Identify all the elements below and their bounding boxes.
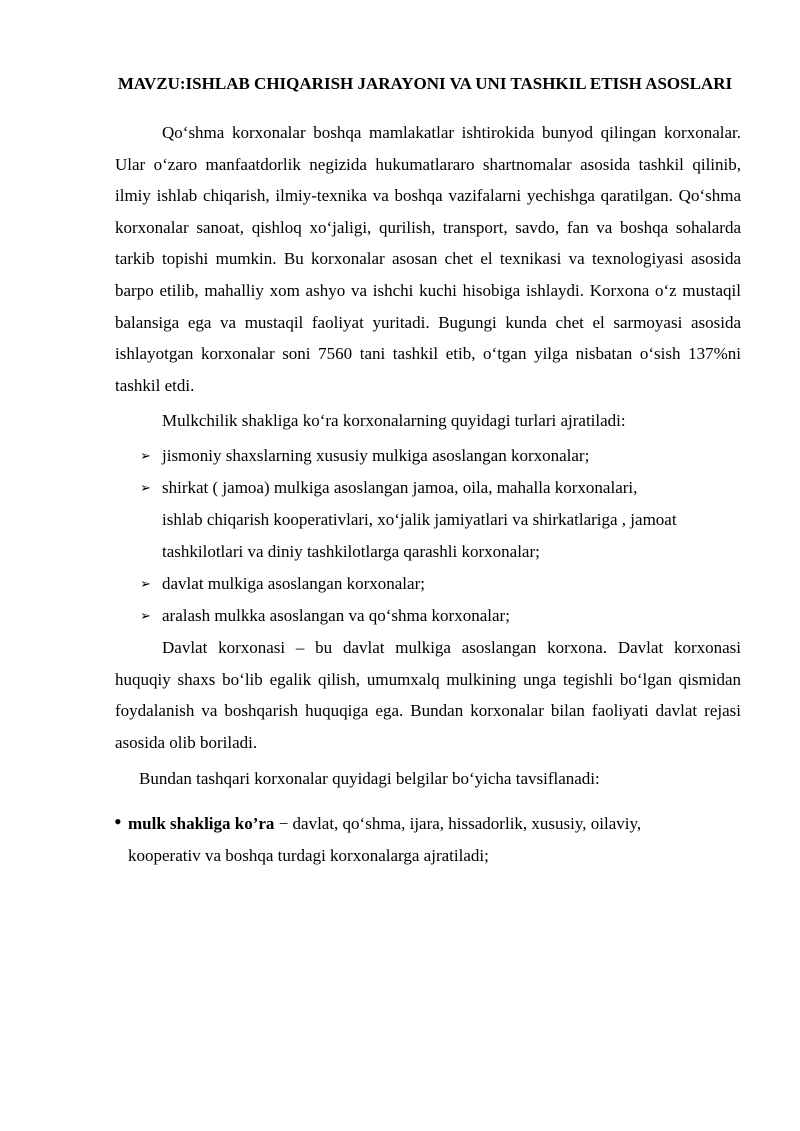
arrow-bullet-icon: ➢ xyxy=(140,448,151,463)
list-item-continuation: tashkilotlari va diniy tashkilotlarga qarashli korxonalar; xyxy=(162,542,540,561)
arrow-bullet-icon: ➢ xyxy=(140,576,151,591)
arrow-bullet-icon: ➢ xyxy=(140,480,151,495)
classification-item xyxy=(128,808,641,839)
list-item: shirkat ( jamoa) mulkiga asoslangan jamoa, oila, mahalla korxonalari, xyxy=(162,478,638,497)
paragraph-joint-ventures: Qo‘shma korxonalar boshqa mamlakatlar ishtirokida bunyod qilingan korxonalar. Ular o‘zaro manfaatdorlik negizida hukumatlararo shartnomalar asosida tashkil qilinib, ilmiy ishlab chiqarish, ilmiy-texnika va boshqa vazifalarni yechishga qaratilgan. Qo‘shma korxonalar sanoat, qishloq xo‘jaligi, qurilish, transport, savdo, fan va boshqa sohalarda tarkib topishi mumkin. Bu korxonalar asosan chet el texnikasi va texnologiyasi asosida barpo etilib, mahalliy xom ashyo va ishchi kuchi hisobiga ishlaydi. Korxona o‘z mustaqil balansiga ega va mustaqil faoliyat yuritadi. Bugungi kunda chet el sarmoyasi asosida ishlayotgan korxonalar soni 7560 tani tashkil etib, o‘tgan yilga nisbatan o‘sish 137%ni tashkil etdi. xyxy=(115,123,741,395)
classification-item-continuation: kooperativ va boshqa turdagi korxonalarga ajratiladi; xyxy=(128,846,489,865)
classification-values: − davlat, qo‘shma, ijara, hissadorlik, xususiy, oilaviy, xyxy=(274,814,642,833)
classification-term: mulk shakliga ko’ra xyxy=(128,814,275,833)
arrow-bullet-icon: ➢ xyxy=(140,608,151,623)
classification-intro: Bundan tashqari korxonalar quyidagi belgilar bo‘yicha tavsiflanadi: xyxy=(139,769,600,788)
page-title: MAVZU:ISHLAB CHIQARISH JARAYONI VA UNI TASHKIL ETISH ASOSLARI xyxy=(117,74,733,93)
bullet-dot-icon: • xyxy=(114,809,122,834)
list-item: jismoniy shaxslarning xususiy mulkiga asoslangan korxonalar; xyxy=(162,446,590,465)
list-item: aralash mulkka asoslangan va qo‘shma korxonalar; xyxy=(162,606,510,625)
ownership-intro: Mulkchilik shakliga ko‘ra korxonalarning quyidagi turlari ajratiladi: xyxy=(162,411,626,430)
list-item: davlat mulkiga asoslangan korxonalar; xyxy=(162,574,425,593)
list-item-continuation: ishlab chiqarish kooperativlari, xo‘jalik jamiyatlari va shirkatlariga , jamoat xyxy=(162,510,677,529)
paragraph-state-enterprise: Davlat korxonasi – bu davlat mulkiga asoslangan korxona. Davlat korxonasi huquqiy shaxs bo‘lib egalik qilish, umumxalq mulkining unga tegishli bo‘lgan qismidan foydalanish va boshqarish huquqiga ega. Bundan korxonalar bilan faoliyati davlat rejasi asosida olib boriladi. xyxy=(115,638,741,752)
